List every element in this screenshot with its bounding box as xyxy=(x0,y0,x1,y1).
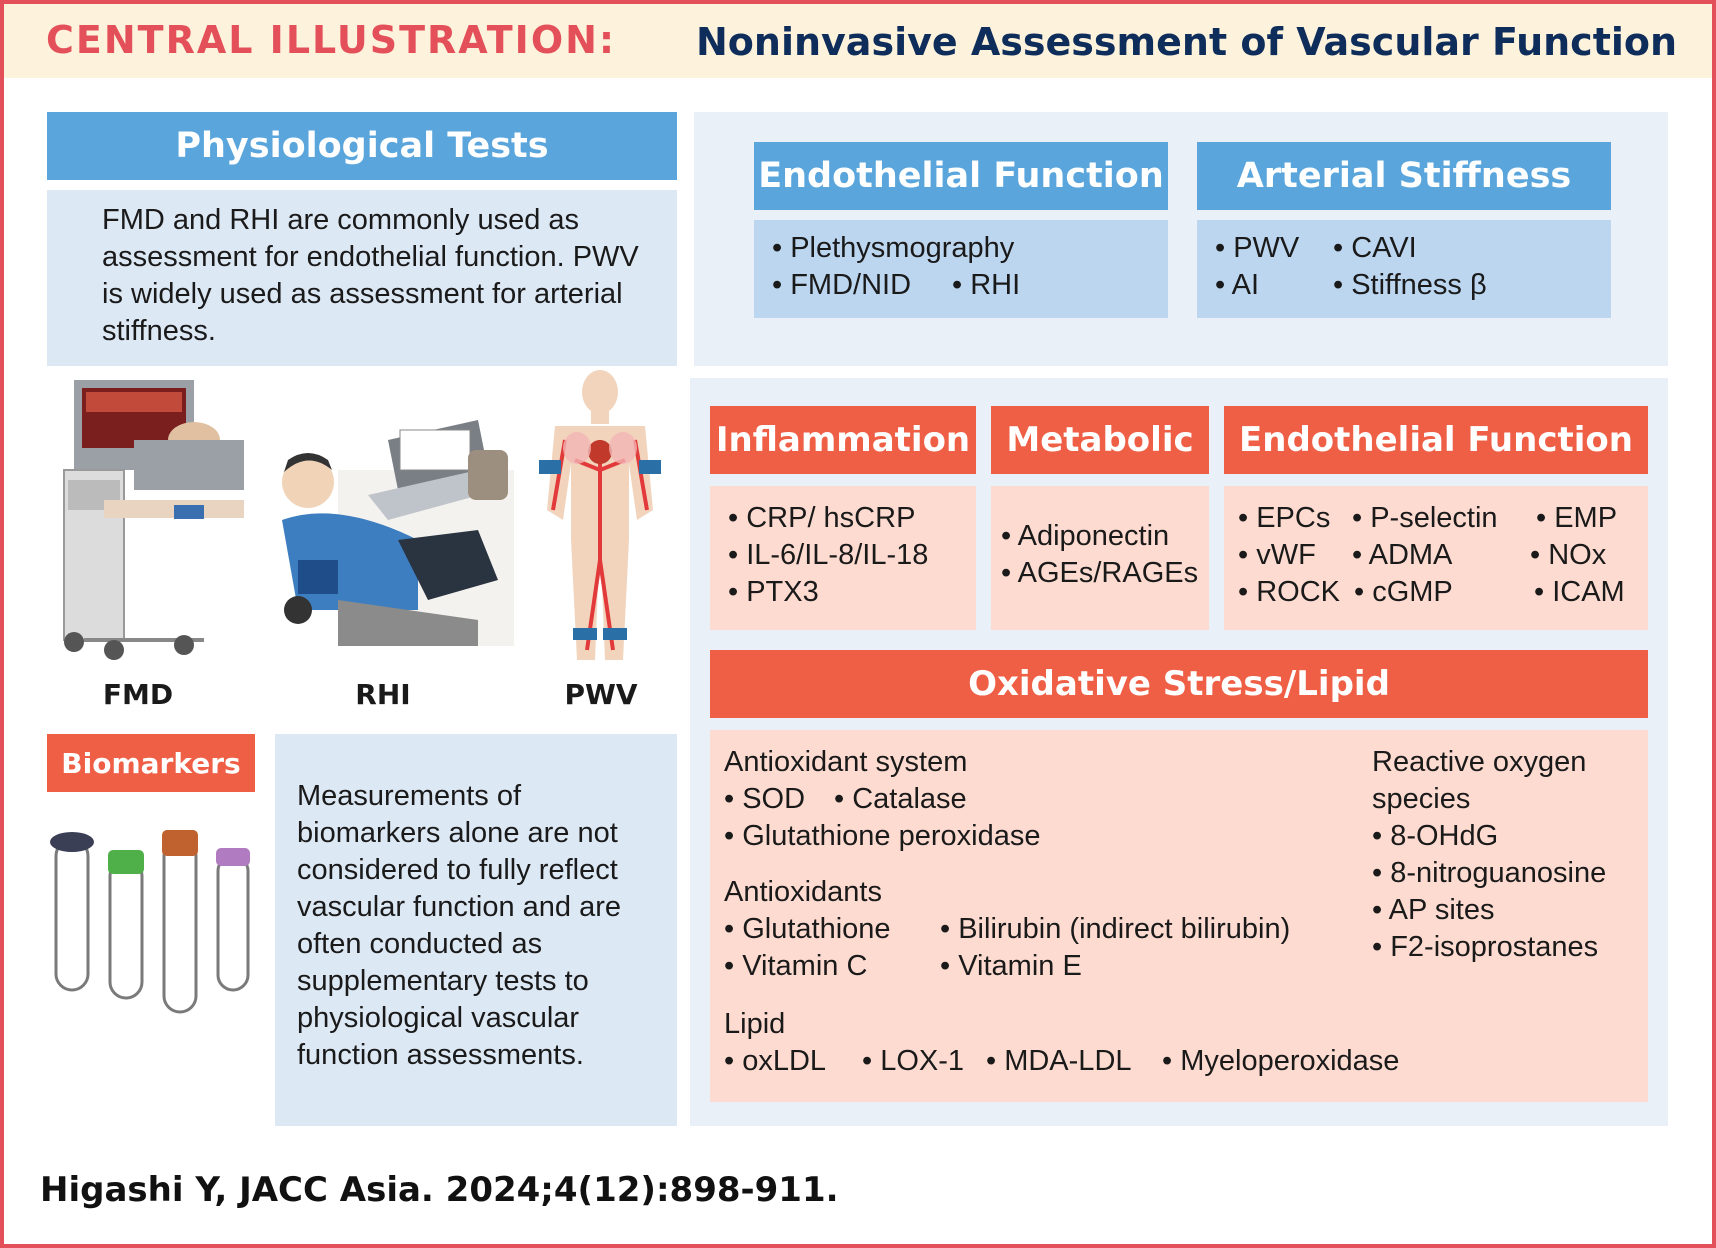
list-item: • ROCK xyxy=(1238,576,1340,608)
list-item: • cGMP xyxy=(1354,576,1453,608)
list-item: • CAVI xyxy=(1333,232,1417,264)
header-label: CENTRAL ILLUSTRATION: xyxy=(46,18,617,62)
biomarkers-description: Measurements of biomarkers alone are not considered to fully reflect vascular function and are often conducted as supplementary tests to physiological vascular function assessments. xyxy=(297,780,622,1071)
list-item: • IL-6/IL-8/IL-18 xyxy=(728,539,929,571)
list-item: • Vitamin C xyxy=(724,950,868,982)
fmd-label: FMD xyxy=(102,678,174,711)
list-item: • Glutathione peroxidase xyxy=(724,820,1041,852)
pwv-label: PWV xyxy=(564,678,638,711)
list-item: • NOx xyxy=(1530,539,1607,571)
lipid-heading: Lipid xyxy=(724,1008,786,1040)
list-item: • MDA-LDL xyxy=(986,1045,1132,1077)
list-item: • Adiponectin xyxy=(1001,520,1170,552)
list-item: • ADMA xyxy=(1352,539,1453,571)
list-item: • F2-isoprostanes xyxy=(1372,931,1599,963)
biomarkers-header: Biomarkers xyxy=(47,734,255,792)
list-item: • RHI xyxy=(952,269,1021,301)
endothelial-function-header: Endothelial Function xyxy=(754,142,1168,210)
arterial-stiffness-box xyxy=(1197,220,1611,318)
list-item: • oxLDL xyxy=(724,1045,827,1077)
list-item: • vWF xyxy=(1238,539,1316,571)
rhi-device-icon xyxy=(278,410,514,646)
arterial-stiffness-header: Arterial Stiffness xyxy=(1197,142,1611,210)
rhi-label: RHI xyxy=(355,678,411,711)
list-item: • Myeloperoxidase xyxy=(1162,1045,1400,1077)
list-item: • EMP xyxy=(1536,502,1618,534)
list-item: • AP sites xyxy=(1372,894,1495,926)
ros-heading: Reactive oxygen xyxy=(1372,746,1587,778)
list-item: • SOD xyxy=(724,783,806,815)
list-item: • P-selectin xyxy=(1352,502,1498,534)
inflammation-header: Inflammation xyxy=(710,406,976,474)
list-item: • Stiffness β xyxy=(1333,269,1487,301)
metabolic-box xyxy=(991,486,1209,630)
list-item: • Plethysmography xyxy=(772,232,1015,264)
blood-tubes-icon xyxy=(46,820,258,1016)
list-item: • Vitamin E xyxy=(940,950,1082,982)
antioxidant-system-heading: Antioxidant system xyxy=(724,746,968,778)
inflammation-box xyxy=(710,486,976,630)
list-item: • Glutathione xyxy=(724,913,891,945)
endothelial-function-box xyxy=(754,220,1168,318)
list-item: • EPCs xyxy=(1238,502,1331,534)
biomarkers-description-panel xyxy=(275,734,677,1126)
biomarker-endothelial-box xyxy=(1224,486,1648,630)
physiological-description-panel xyxy=(47,190,677,366)
citation: Higashi Y, JACC Asia. 2024;4(12):898-911. xyxy=(40,1170,839,1210)
header-title: Noninvasive Assessment of Vascular Function xyxy=(696,20,1678,64)
pwv-body-icon xyxy=(525,370,675,664)
list-item: • AGEs/RAGEs xyxy=(1001,557,1199,589)
list-item: • 8-nitroguanosine xyxy=(1372,857,1607,889)
list-item: • CRP/ hsCRP xyxy=(728,502,916,534)
list-item: • FMD/NID xyxy=(772,269,912,301)
list-item: • Bilirubin (indirect bilirubin) xyxy=(940,913,1291,945)
antioxidants-heading: Antioxidants xyxy=(724,876,882,908)
list-item: • ICAM xyxy=(1534,576,1625,608)
list-item: • PTX3 xyxy=(728,576,819,608)
header-banner xyxy=(4,4,1712,78)
physiological-tests-header: Physiological Tests xyxy=(47,112,677,180)
ros-heading-line2: species xyxy=(1372,783,1471,815)
list-item: • PWV xyxy=(1215,232,1300,264)
list-item: • 8-OHdG xyxy=(1372,820,1499,852)
physiological-description: FMD and RHI are commonly used as assessment for endothelial function. PWV is widely used as assessment for arterial stiffness. xyxy=(102,204,639,347)
oxidative-stress-box xyxy=(710,730,1648,1102)
list-item: • AI xyxy=(1215,269,1260,301)
list-item: • LOX-1 xyxy=(862,1045,965,1077)
biomarker-endothelial-header: Endothelial Function xyxy=(1224,406,1648,474)
metabolic-header: Metabolic xyxy=(991,406,1209,474)
oxidative-stress-header: Oxidative Stress/Lipid xyxy=(710,650,1648,718)
list-item: • Catalase xyxy=(834,783,967,815)
fmd-device-icon xyxy=(44,380,254,660)
